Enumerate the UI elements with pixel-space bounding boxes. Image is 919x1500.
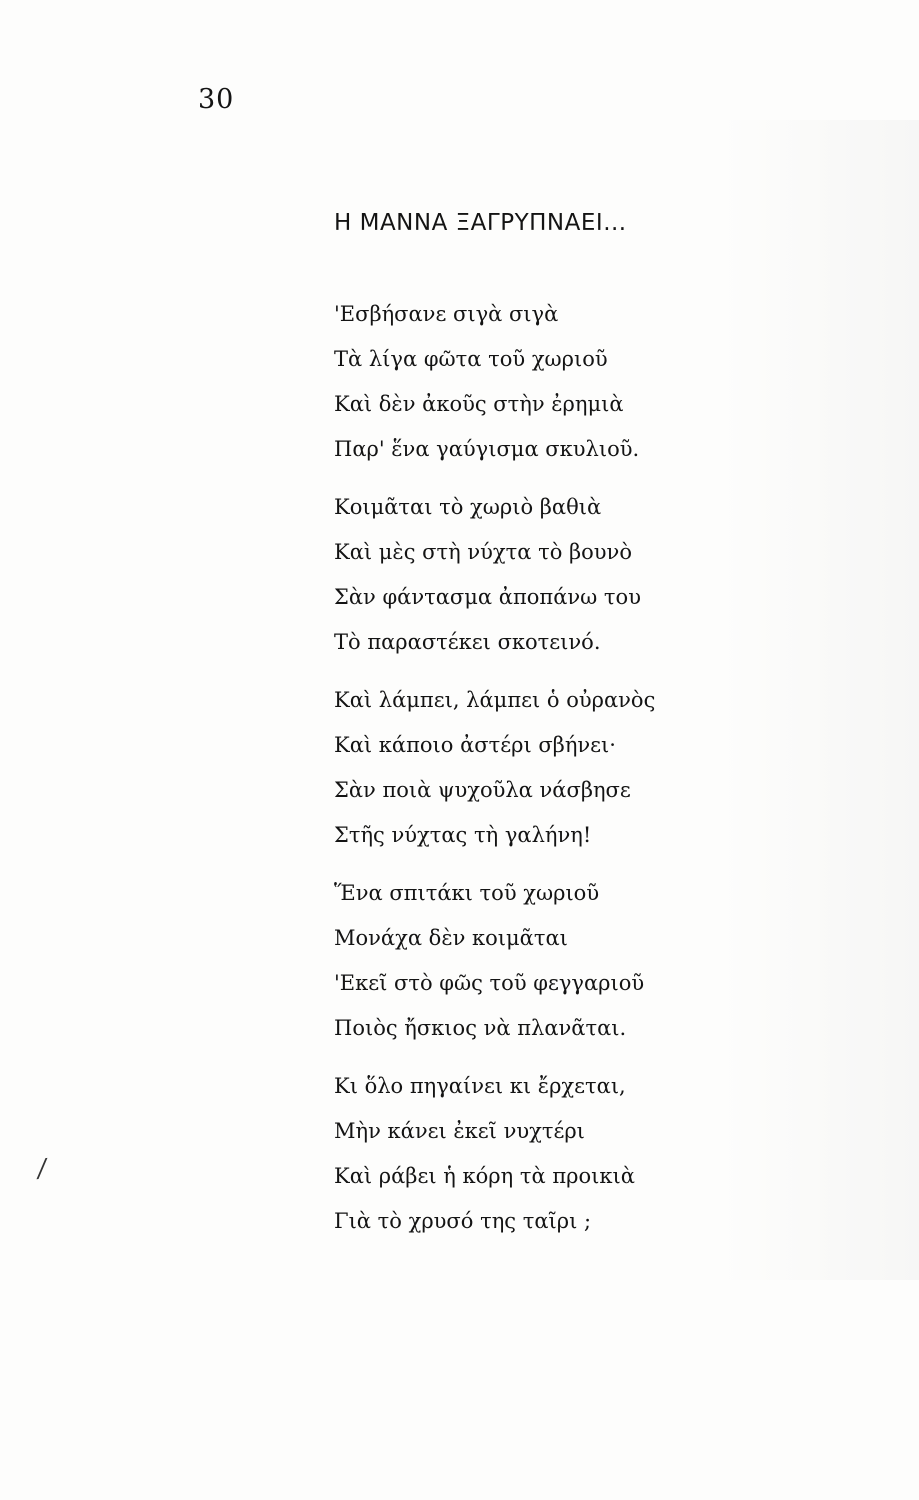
poem-line: Σὰν ποιὰ ψυχοῦλα νάσβησε bbox=[334, 778, 631, 802]
margin-pencil-mark: ⁄ bbox=[37, 1154, 47, 1186]
poem-line: Κοιμᾶται τὸ χωριὸ βαθιὰ bbox=[334, 495, 602, 519]
poem-line: Μὴν κάνει ἐκεῖ νυχτέρι bbox=[334, 1119, 585, 1143]
poem-line: Μονάχα δὲν κοιμᾶται bbox=[334, 926, 568, 950]
poem-line: Ποιὸς ἤσκιος νὰ πλανᾶται. bbox=[334, 1016, 627, 1040]
poem-line: Καὶ κάποιο ἀστέρι σβήνει· bbox=[334, 733, 616, 757]
poem-title: Η ΜΑΝΝΑ ΞΑΓΡΥΠΝΑΕΙ... bbox=[334, 210, 627, 236]
stanza-2 bbox=[334, 485, 734, 665]
poem-line: Τὰ λίγα φῶτα τοῦ χωριοῦ bbox=[334, 347, 608, 371]
poem-line: Καὶ ράβει ἡ κόρη τὰ προικιὰ bbox=[334, 1164, 635, 1188]
poem-body bbox=[334, 292, 734, 1257]
poem-line: Στῆς νύχτας τὴ γαλήνη! bbox=[334, 823, 592, 847]
page-number: 30 bbox=[198, 84, 235, 115]
poem-line: Ἕνα σπιτάκι τοῦ χωριοῦ bbox=[334, 881, 600, 905]
show-through-shadow bbox=[720, 120, 919, 1280]
poem-line: Καὶ δὲν ἀκοῦς στὴν ἐρημιὰ bbox=[334, 392, 624, 416]
stanza-1 bbox=[334, 292, 734, 472]
poem-line: 'Εσβήσανε σιγὰ σιγὰ bbox=[334, 302, 559, 326]
poem-line: Σὰν φάντασμα ἀποπάνω του bbox=[334, 585, 641, 609]
poem-line: 'Εκεῖ στὸ φῶς τοῦ φεγγαριοῦ bbox=[334, 971, 645, 995]
poem-line: Τὸ παραστέκει σκοτεινό. bbox=[334, 630, 601, 654]
poem-line: Καὶ λάμπει, λάμπει ὁ οὐρανὸς bbox=[334, 688, 656, 712]
poem-line: Γιὰ τὸ χρυσό της ταῖρι ; bbox=[334, 1209, 592, 1233]
poem-line: Καὶ μὲς στὴ νύχτα τὸ βουνὸ bbox=[334, 540, 632, 564]
stanza-5 bbox=[334, 1064, 734, 1244]
stanza-3 bbox=[334, 678, 734, 858]
poem-line: Κι ὅλο πηγαίνει κι ἔρχεται, bbox=[334, 1074, 626, 1098]
poem-line: Παρ' ἕνα γαύγισμα σκυλιοῦ. bbox=[334, 437, 640, 461]
stanza-4 bbox=[334, 871, 734, 1051]
